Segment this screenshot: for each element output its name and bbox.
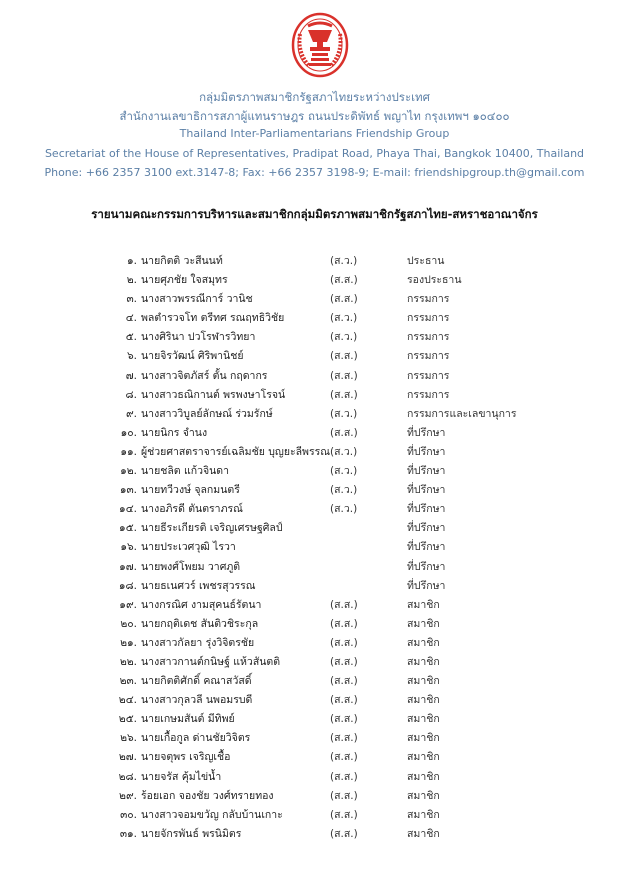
member-role: ที่ปรึกษา: [407, 465, 446, 478]
member-role: ที่ปรึกษา: [407, 503, 446, 516]
member-row: [0, 271, 629, 290]
member-row: [0, 596, 629, 615]
member-name: นายจรัส คุ้มไข่น้ำ: [141, 770, 222, 783]
member-list: [0, 252, 629, 844]
member-row: [0, 806, 629, 825]
member-row: [0, 710, 629, 729]
member-chamber: (ส.ส.): [330, 350, 358, 363]
member-chamber: (ส.ส.): [330, 694, 358, 707]
member-name: นางสาวกัลยา รุ่งวิจิตรชัย: [141, 636, 255, 649]
member-name: นางกรณิศ งามสุคนธ์รัตนา: [141, 598, 262, 611]
member-role: สมาชิก: [407, 636, 440, 649]
member-number: ๑.: [126, 255, 137, 267]
member-chamber: (ส.ว.): [330, 312, 358, 325]
member-row: [0, 538, 629, 557]
member-chamber: (ส.ว.): [330, 484, 358, 497]
member-row: [0, 691, 629, 710]
member-chamber: (ส.ส.): [330, 808, 358, 821]
member-name: นายทวีวงษ์ จุลกมนตรี: [141, 484, 240, 497]
member-role: สมาชิก: [407, 655, 440, 668]
member-row: [0, 290, 629, 309]
member-role: สมาชิก: [407, 827, 440, 840]
member-name: นายศุภชัย ใจสมุทร: [141, 274, 228, 287]
member-row: [0, 443, 629, 462]
member-row: [0, 825, 629, 844]
member-name: นางสาวกุลวลี นพอมรบดี: [141, 694, 253, 707]
org-address-english: Secretariat of the House of Representatives, Pradipat Road, Phaya Thai, Bangkok 10400, Thailand: [44, 147, 585, 160]
member-row: [0, 768, 629, 787]
member-row: [0, 519, 629, 538]
member-number: ๗.: [125, 369, 137, 382]
member-name: นายธเนศวร์ เพชรสุวรรณ: [141, 579, 256, 592]
member-row: [0, 500, 629, 519]
member-row: [0, 386, 629, 405]
member-row: [0, 328, 629, 347]
member-number: ๒๕.: [118, 713, 137, 726]
member-name: นายพงศ์โพยม วาศภูติ: [141, 560, 241, 573]
member-row: [0, 424, 629, 443]
member-chamber: (ส.ส.): [330, 770, 358, 783]
member-row: [0, 309, 629, 328]
member-row: [0, 347, 629, 366]
member-chamber: (ส.ส.): [330, 675, 358, 688]
member-number: ๑๖.: [120, 541, 137, 554]
member-name: นางสาวธณิกานต์ พรพงษาโรจน์: [141, 388, 286, 401]
member-chamber: (ส.ส.): [330, 598, 358, 611]
member-name: นายชลิต แก้วจินดา: [141, 465, 230, 478]
member-name: นายประเวศวุฒิ ไรวา: [141, 541, 236, 554]
member-role: สมาชิก: [407, 732, 440, 745]
org-name-thai: กลุ่มมิตรภาพสมาชิกรัฐสภาไทยระหว่างประเทศ: [199, 90, 430, 104]
member-role: ที่ปรึกษา: [407, 560, 446, 573]
member-chamber: (ส.ว.): [330, 255, 358, 267]
member-row: [0, 672, 629, 691]
member-number: ๒.: [126, 274, 137, 287]
member-role: สมาชิก: [407, 713, 440, 726]
member-chamber: (ส.ส.): [330, 827, 358, 840]
member-number: ๓.: [126, 293, 137, 306]
member-name: นางสาวจอมขวัญ กลับบ้านเกาะ: [141, 808, 283, 821]
member-name: นางศิรินา ปวโรฬารวิทยา: [141, 331, 256, 344]
member-number: ๑๔.: [119, 503, 137, 516]
member-chamber: (ส.ว.): [330, 465, 358, 478]
member-number: ๓๐.: [120, 808, 137, 821]
member-chamber: (ส.ส.): [330, 369, 358, 382]
member-number: ๒๗.: [118, 751, 137, 764]
member-name: นายกิตติ วะสีนนท์: [141, 255, 223, 267]
member-number: ๑๐.: [120, 426, 137, 439]
parliament-emblem-icon: [291, 12, 349, 78]
member-role: ประธาน: [407, 255, 445, 267]
member-name: นายจักรพันธ์ พรนิมิตร: [141, 827, 242, 840]
member-number: ๖.: [126, 350, 137, 363]
member-role: สมาชิก: [407, 789, 440, 802]
member-number: ๒๐.: [120, 617, 137, 630]
member-role: กรรมการ: [407, 369, 450, 382]
member-number: ๑๗.: [119, 560, 137, 573]
member-name: นางอภิรดี ตันตราภรณ์: [141, 503, 243, 516]
org-contact-info: Phone: +66 2357 3100 ext.3147-8; Fax: +66 2357 3198-9; E-mail: friendshipgroup.th@gmail.com: [44, 166, 585, 179]
member-number: ๒๔.: [118, 694, 137, 707]
member-name: ร้อยเอก จองชัย วงศ์ทรายทอง: [141, 789, 274, 802]
member-chamber: (ส.ว.): [330, 445, 358, 458]
member-row: [0, 787, 629, 806]
member-number: ๒๙.: [119, 789, 137, 802]
member-row: [0, 729, 629, 748]
member-role: กรรมการ: [407, 312, 450, 325]
member-chamber: (ส.ว.): [330, 331, 358, 344]
member-number: ๑๑.: [120, 445, 137, 458]
member-row: [0, 462, 629, 481]
member-chamber: (ส.ส.): [330, 732, 358, 745]
member-chamber: (ส.ส.): [330, 751, 358, 764]
member-role: สมาชิก: [407, 598, 440, 611]
member-number: ๑๙.: [119, 598, 137, 611]
member-number: ๒๒.: [119, 655, 137, 668]
member-name: นางสาวพรรณีการ์ วานิช: [141, 293, 253, 306]
member-role: กรรมการ: [407, 388, 450, 401]
member-name: นายเกื้อกูล ด่านชัยวิจิตร: [141, 732, 251, 745]
member-number: ๙.: [125, 407, 137, 420]
member-name: นายธีระเกียรติ เจริญเศรษฐศิลป์: [141, 522, 283, 535]
member-row: [0, 405, 629, 424]
member-role: ที่ปรึกษา: [407, 579, 446, 592]
member-row: [0, 252, 629, 271]
member-role: ที่ปรึกษา: [407, 426, 446, 439]
member-number: ๘.: [125, 388, 137, 401]
member-number: ๓๑.: [119, 827, 137, 840]
member-role: กรรมการและเลขานุการ: [407, 407, 517, 420]
member-number: ๑๘.: [118, 579, 137, 592]
member-role: ที่ปรึกษา: [407, 541, 446, 554]
member-number: ๒๖.: [120, 732, 137, 745]
member-name: นายนิกร จำนง: [141, 426, 208, 439]
member-role: กรรมการ: [407, 293, 450, 306]
member-role: สมาชิก: [407, 808, 440, 821]
member-role: ที่ปรึกษา: [407, 522, 446, 535]
member-role: ที่ปรึกษา: [407, 484, 446, 497]
member-name: นายกฤติเดช สันติวชิระกุล: [141, 617, 259, 630]
member-row: [0, 653, 629, 672]
org-name-english: Thailand Inter-Parliamentarians Friendship Group: [179, 127, 450, 140]
member-row: [0, 367, 629, 386]
member-number: ๑๕.: [119, 522, 137, 535]
member-chamber: (ส.ส.): [330, 426, 358, 439]
member-number: ๕.: [125, 331, 137, 344]
member-name: นางสาวจิตภัสร์ ตั้น กฤดากร: [141, 369, 268, 382]
member-name: นายจตุพร เจริญเชื้อ: [141, 751, 231, 764]
member-name: นางสาววิบูลย์ลักษณ์ ร่วมรักษ์: [141, 407, 273, 420]
member-chamber: (ส.ส.): [330, 388, 358, 401]
member-role: สมาชิก: [407, 675, 440, 688]
member-role: กรรมการ: [407, 350, 450, 363]
member-chamber: (ส.ส.): [330, 274, 358, 287]
member-name: นางสาวกานต์กนิษฐ์ แห้วสันตติ: [141, 655, 281, 668]
member-chamber: (ส.ว.): [330, 407, 358, 420]
member-number: ๔.: [125, 312, 137, 325]
member-chamber: (ส.ส.): [330, 293, 358, 306]
member-name: ผู้ช่วยศาสตราจารย์เฉลิมชัย บุญยะลีพรรณ: [141, 445, 330, 458]
member-number: ๒๑.: [120, 636, 137, 649]
member-role: ที่ปรึกษา: [407, 445, 446, 458]
member-role: กรรมการ: [407, 331, 450, 344]
member-chamber: (ส.ส.): [330, 655, 358, 668]
member-name: นายจิรวัฒน์ ศิริพานิชย์: [141, 350, 244, 363]
member-name: นายเกษมสันต์ มีทิพย์: [141, 713, 235, 726]
member-name: พลตำรวจโท ตรีทศ รณฤทธิวิชัย: [141, 312, 285, 325]
member-number: ๒๓.: [119, 675, 137, 688]
member-role: รองประธาน: [407, 274, 462, 287]
member-chamber: (ส.ส.): [330, 617, 358, 630]
member-row: [0, 558, 629, 577]
member-row: [0, 748, 629, 767]
document-title: รายนามคณะกรรมการบริหารและสมาชิกกลุ่มมิตรภาพสมาชิกรัฐสภาไทย-สหราชอาณาจักร: [91, 207, 538, 221]
member-role: สมาชิก: [407, 751, 440, 764]
member-row: [0, 481, 629, 500]
member-name: นายกิตติศักดิ์ คณาสวัสดิ์: [141, 675, 252, 688]
member-chamber: (ส.ว.): [330, 503, 358, 516]
member-row: [0, 615, 629, 634]
member-role: สมาชิก: [407, 694, 440, 707]
member-number: ๑๓.: [119, 484, 137, 497]
member-role: สมาชิก: [407, 617, 440, 630]
member-row: [0, 634, 629, 653]
org-address-thai: สำนักงานเลขาธิการสภาผู้แทนราษฎร ถนนประดิพัทธ์ พญาไท กรุงเทพฯ ๑๐๔๐๐: [119, 109, 510, 123]
member-number: ๒๘.: [118, 770, 137, 783]
member-chamber: (ส.ส.): [330, 713, 358, 726]
member-chamber: (ส.ส.): [330, 789, 358, 802]
member-chamber: (ส.ส.): [330, 636, 358, 649]
member-row: [0, 577, 629, 596]
member-role: สมาชิก: [407, 770, 440, 783]
member-number: ๑๒.: [120, 465, 137, 478]
